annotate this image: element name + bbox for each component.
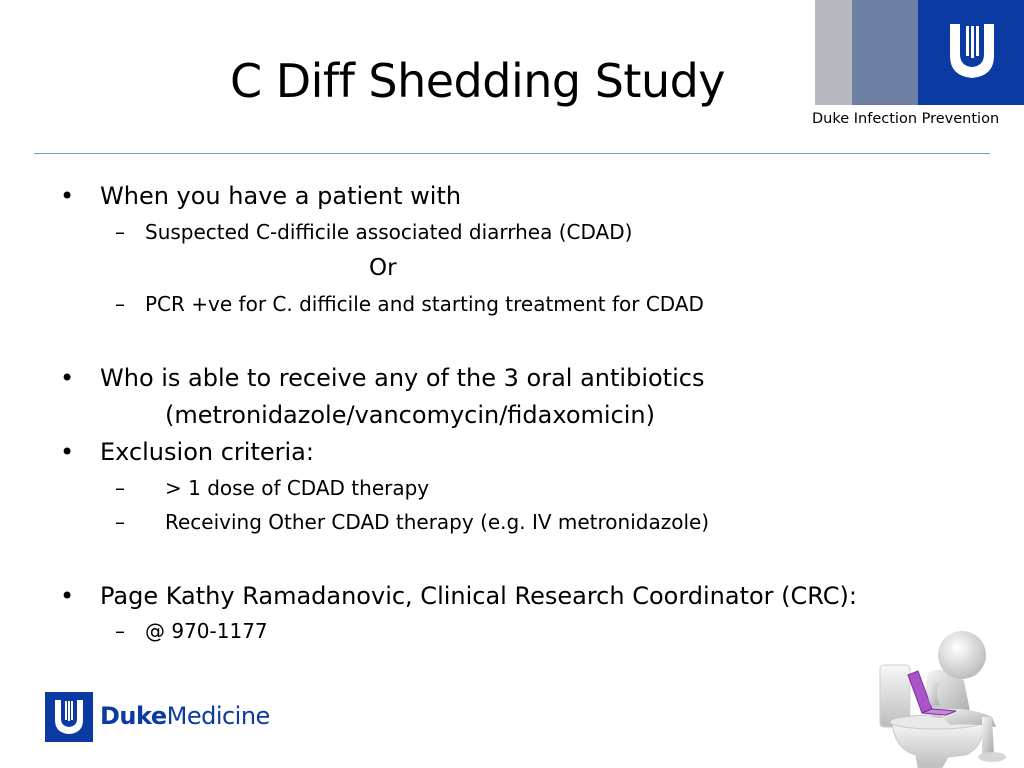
sub-bullet-dash: – bbox=[115, 619, 125, 643]
duke-shield-icon bbox=[946, 20, 998, 82]
sub-bullet-text: PCR +ve for C. difficile and starting treatment for CDAD bbox=[145, 292, 704, 316]
sub-bullet-text: Suspected C-difficile associated diarrhea (CDAD) bbox=[145, 220, 633, 244]
header-rule bbox=[34, 153, 990, 154]
duke-shield-icon bbox=[53, 698, 85, 736]
org-label: Duke Infection Prevention bbox=[812, 111, 1000, 127]
bullet-text: Exclusion criteria: bbox=[100, 438, 314, 466]
wordmark-medicine: Medicine bbox=[166, 702, 270, 730]
sub-bullet-text: Receiving Other CDAD therapy (e.g. IV metronidazole) bbox=[165, 510, 710, 534]
sub-bullet-text: @ 970-1177 bbox=[145, 619, 268, 643]
toilet-figure-icon bbox=[870, 625, 1024, 768]
bullet-dot: • bbox=[60, 182, 75, 210]
duke-medicine-wordmark bbox=[100, 704, 270, 728]
bullet-dot: • bbox=[60, 438, 75, 466]
duke-medicine-logo bbox=[45, 692, 93, 742]
sub-bullet-text: > 1 dose of CDAD therapy bbox=[165, 476, 430, 500]
bullet-text: When you have a patient with bbox=[100, 182, 462, 210]
sub-bullet-dash: – bbox=[115, 510, 125, 534]
wordmark-duke: Duke bbox=[100, 702, 167, 730]
slide-title: C Diff Shedding Study bbox=[229, 54, 726, 108]
header-stripe-slate bbox=[852, 0, 918, 105]
bullet-dot: • bbox=[60, 364, 75, 392]
header-stripe-gray bbox=[815, 0, 852, 105]
sub-bullet-dash: – bbox=[115, 292, 125, 316]
sub-bullet-dash: – bbox=[115, 476, 125, 500]
bullet-text-continued: (metronidazole/vancomycin/fidaxomicin) bbox=[165, 401, 655, 429]
bullet-text: Page Kathy Ramadanovic, Clinical Research Coordinator (CRC): bbox=[100, 582, 857, 610]
sub-bullet-dash: – bbox=[115, 220, 125, 244]
bullet-dot: • bbox=[60, 582, 75, 610]
bullet-text: Who is able to receive any of the 3 oral antibiotics bbox=[100, 364, 705, 392]
or-text: Or bbox=[369, 255, 397, 281]
